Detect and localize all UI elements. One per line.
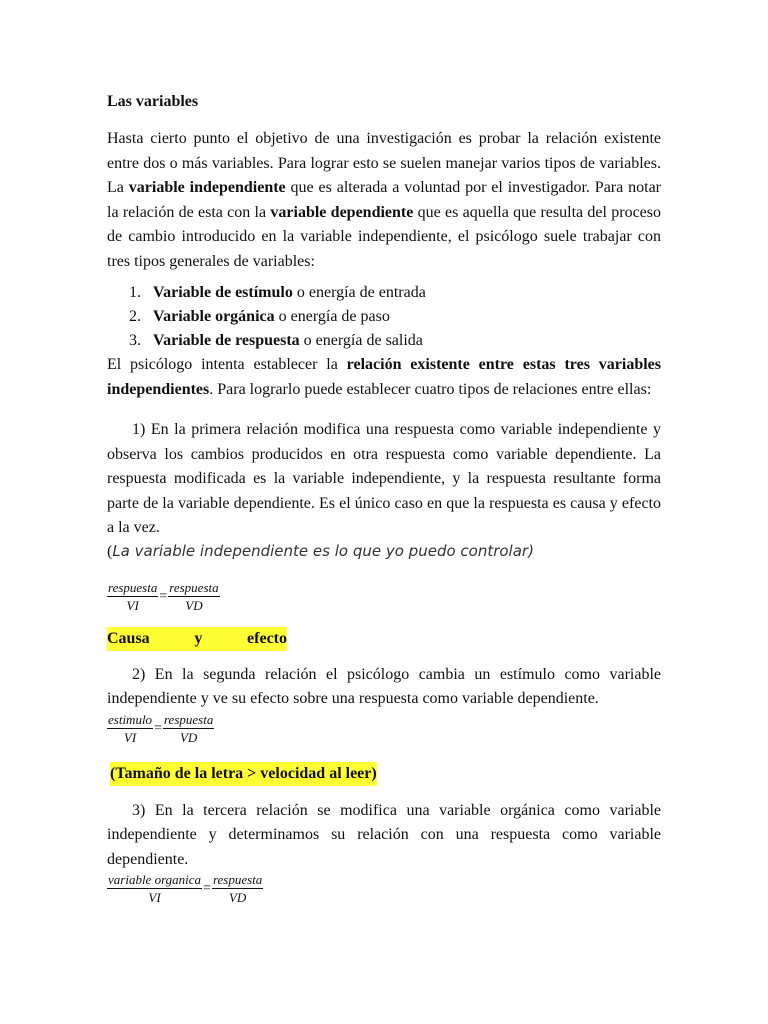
intro-text-3: que es aquella que resulta del proceso de cambio introducido en la variable independiente, el psicólogo suele trabajar con tres tipos generales de variables:: [107, 203, 661, 270]
list-bold: Variable de respuesta: [153, 332, 300, 349]
relations-text-1: El psicólogo intenta establecer la: [107, 356, 347, 373]
numerator: respuesta: [108, 579, 158, 595]
highlight-word: Causa: [107, 629, 150, 647]
intro-paragraph: [107, 127, 661, 274]
relation-1-paragraph: 1) En la primera relación modifica una respuesta como variable independiente y observa los cambios producidos en otra respuesta como variable dependiente. La respuesta modificada es la variable independiente, y la respuesta resultante forma parte de la variable dependiente. Es el único caso en que la respuesta es causa y efecto a la vez.: [107, 421, 661, 536]
highlight-word: y: [194, 629, 203, 647]
list-item: [107, 305, 661, 329]
variable-types-list: [107, 281, 661, 353]
numerator: estimulo: [108, 711, 153, 727]
highlight-letra-row: [107, 762, 661, 786]
highlight-word: efecto: [247, 629, 287, 647]
relation-1-note: [107, 541, 661, 562]
fraction-right: [168, 579, 219, 615]
denominator: VD: [228, 890, 247, 905]
fraction-left: [107, 711, 153, 747]
list-number: 3.: [129, 332, 141, 349]
highlight-letra: (Tamaño de la letra > velocidad al leer): [110, 762, 377, 786]
denominator: VD: [179, 729, 198, 745]
denominator: VD: [185, 597, 203, 613]
relation-3-paragraph: 3) En la tercera relación se modifica una variable orgánica como variable independiente y determinamos su relación con una respuesta como variable dependiente.: [107, 801, 661, 868]
numerator: respuesta: [169, 579, 219, 595]
list-text: o energía de paso: [274, 308, 390, 325]
list-item: [107, 281, 661, 305]
highlight-causa-efecto: [107, 627, 287, 651]
equals-sign: =: [154, 720, 162, 736]
document-page: [107, 92, 661, 907]
formula-2: [107, 711, 661, 747]
list-item: [107, 329, 661, 353]
equals-sign: =: [203, 881, 211, 896]
denominator: VI: [126, 597, 139, 613]
intro-bold-2: variable dependiente: [270, 203, 414, 221]
relations-text-2: . Para lograrlo puede establecer cuatro tipos de relaciones entre ellas:: [209, 380, 652, 398]
intro-bold-1: variable independiente: [128, 179, 286, 196]
formula-1: [107, 579, 661, 615]
list-number: 2.: [129, 308, 141, 325]
formula-3: [107, 871, 661, 907]
numerator: respuesta: [212, 872, 263, 887]
intro-text-2: que es alterada a voluntad por el investigador. Para notar la relación de esta con la: [107, 179, 661, 221]
fraction-left: [107, 579, 158, 615]
denominator: VI: [123, 729, 137, 745]
numerator: variable organica: [108, 872, 202, 887]
list-text: o energía de entrada: [292, 284, 426, 301]
relations-intro-paragraph: [107, 353, 661, 402]
list-text: o energía de salida: [299, 332, 423, 349]
intro-text-1: Hasta cierto punto el objetivo de una investigación es probar la relación existente entre dos o más variables. Para lograr esto se suelen manejar varios tipos de variables. La: [107, 130, 661, 196]
list-bold: Variable orgánica: [153, 308, 275, 325]
equals-sign: =: [159, 588, 168, 604]
note-paren: (: [107, 542, 113, 560]
list-bold: Variable de estímulo: [153, 284, 293, 301]
fraction-left: [107, 871, 202, 907]
relation-2-paragraph: 2) En la segunda relación el psicólogo cambia un estímulo como variable independiente y ve su efecto sobre una respuesta como variable dependiente.: [107, 665, 661, 707]
fraction-right: [212, 871, 263, 907]
relations-bold: relación existente entre estas tres variables independientes: [107, 356, 661, 398]
fraction-right: [163, 711, 214, 747]
list-number: 1.: [129, 284, 141, 301]
numerator: respuesta: [163, 711, 214, 727]
denominator: VI: [148, 890, 161, 905]
section-heading: Las variables: [107, 93, 199, 110]
highlight-causa-row: [107, 627, 661, 651]
note-text: La variable independiente es lo que yo puedo controlar): [112, 541, 534, 560]
